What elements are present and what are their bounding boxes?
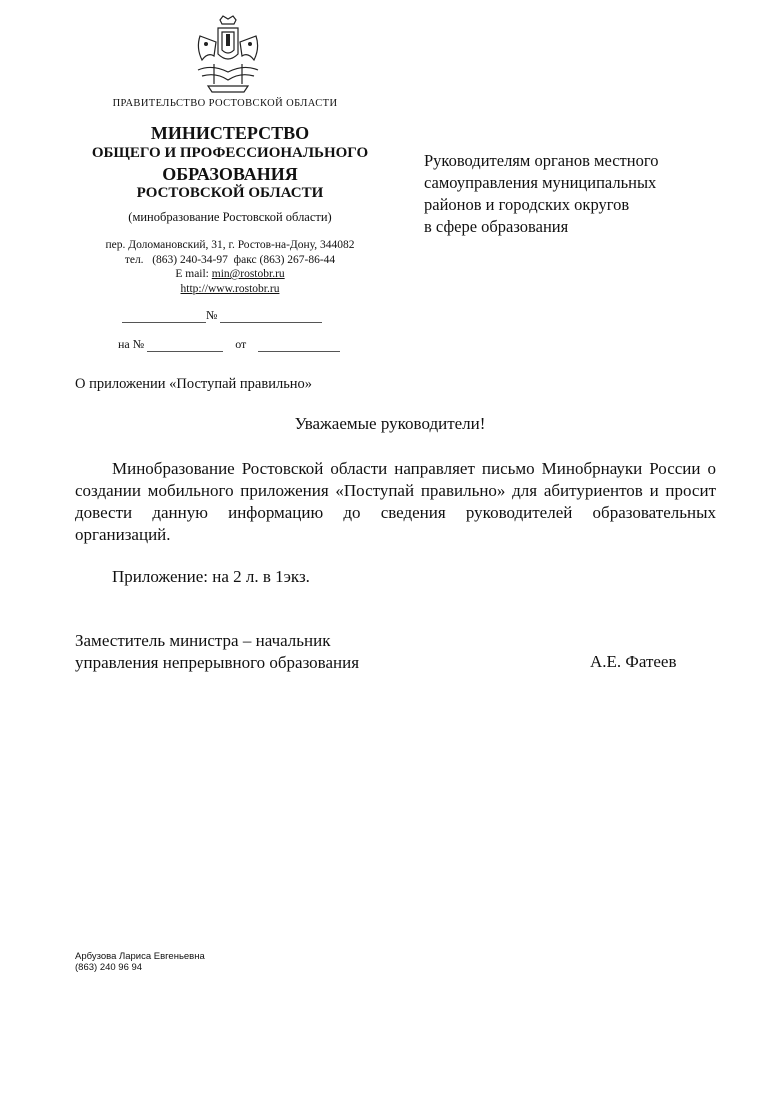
- signatory-name: А.Е. Фатеев: [590, 652, 677, 671]
- ministry-title-line2: ОБЩЕГО И ПРОФЕССИОНАЛЬНОГО: [91, 145, 369, 161]
- executor-info: [75, 952, 205, 973]
- letter-body: Минобразование Ростовской области направляет письмо Минобрнауки России о создании мобильного приложения «Поступай правильно» для абитуриентов и просит довести данную информацию до сведения руководителей образовательных организаций.: [75, 459, 716, 544]
- fax-label: факс: [233, 254, 257, 266]
- ministry-address: пер. Доломановский, 31, г. Ростов-на-Дону, 344082: [105, 239, 355, 251]
- recipient-line: самоуправления муниципальных: [424, 173, 657, 192]
- government-name: ПРАВИТЕЛЬСТВО РОСТОВСКОЙ ОБЛАСТИ: [112, 98, 338, 109]
- executor-name: Арбузова Лариса Евгеньевна: [75, 951, 205, 962]
- attachment-note: Приложение: на 2 л. в 1экз.: [112, 567, 310, 586]
- executor-phone: (863) 240 96 94: [75, 961, 143, 973]
- letter-subject: О приложении «Поступай правильно»: [75, 376, 313, 392]
- recipient-line: в сфере образования: [424, 217, 569, 236]
- signatory-position: [75, 630, 359, 674]
- recipient-line: Руководителям органов местного: [424, 151, 659, 170]
- from-label: от: [235, 337, 247, 351]
- ministry-email-line: [80, 268, 380, 280]
- phone-label: тел.: [124, 254, 144, 266]
- ministry-contacts: [80, 254, 380, 266]
- website-link[interactable]: http://www.rostobr.ru: [180, 283, 280, 295]
- ref-date-blank: [258, 350, 340, 352]
- number-blank: [220, 321, 322, 323]
- signatory-position-line: Заместитель министра – начальник: [75, 631, 331, 650]
- signatory-position-line: управления непрерывного образования: [75, 653, 360, 672]
- greeting: Уважаемые руководители!: [294, 414, 486, 433]
- fax-number: (863) 267-86-44: [259, 254, 336, 266]
- ref-number-blank: [147, 350, 223, 352]
- date-blank: [122, 321, 206, 323]
- phone-number: (863) 240-34-97: [152, 254, 228, 266]
- email-link[interactable]: min@rostobr.ru: [211, 268, 285, 280]
- ministry-title-line3: ОБРАЗОВАНИЯ: [162, 164, 298, 184]
- recipient-block: [424, 150, 724, 238]
- number-label: №: [206, 308, 218, 322]
- registration-number-line: [122, 308, 322, 323]
- on-number-label: на №: [118, 337, 145, 351]
- ministry-title-line4: РОСТОВСКОЙ ОБЛАСТИ: [136, 185, 324, 201]
- ministry-short-name: (минобразование Ростовской области): [128, 210, 332, 224]
- ministry-title-line1: МИНИСТЕРСТВО: [150, 123, 310, 143]
- reference-number-line: [118, 337, 340, 352]
- recipient-line: районов и городских округов: [424, 195, 630, 214]
- ministry-website-line: [80, 283, 380, 295]
- coat-of-arms-icon: [192, 14, 264, 96]
- email-label: E mail:: [175, 268, 209, 280]
